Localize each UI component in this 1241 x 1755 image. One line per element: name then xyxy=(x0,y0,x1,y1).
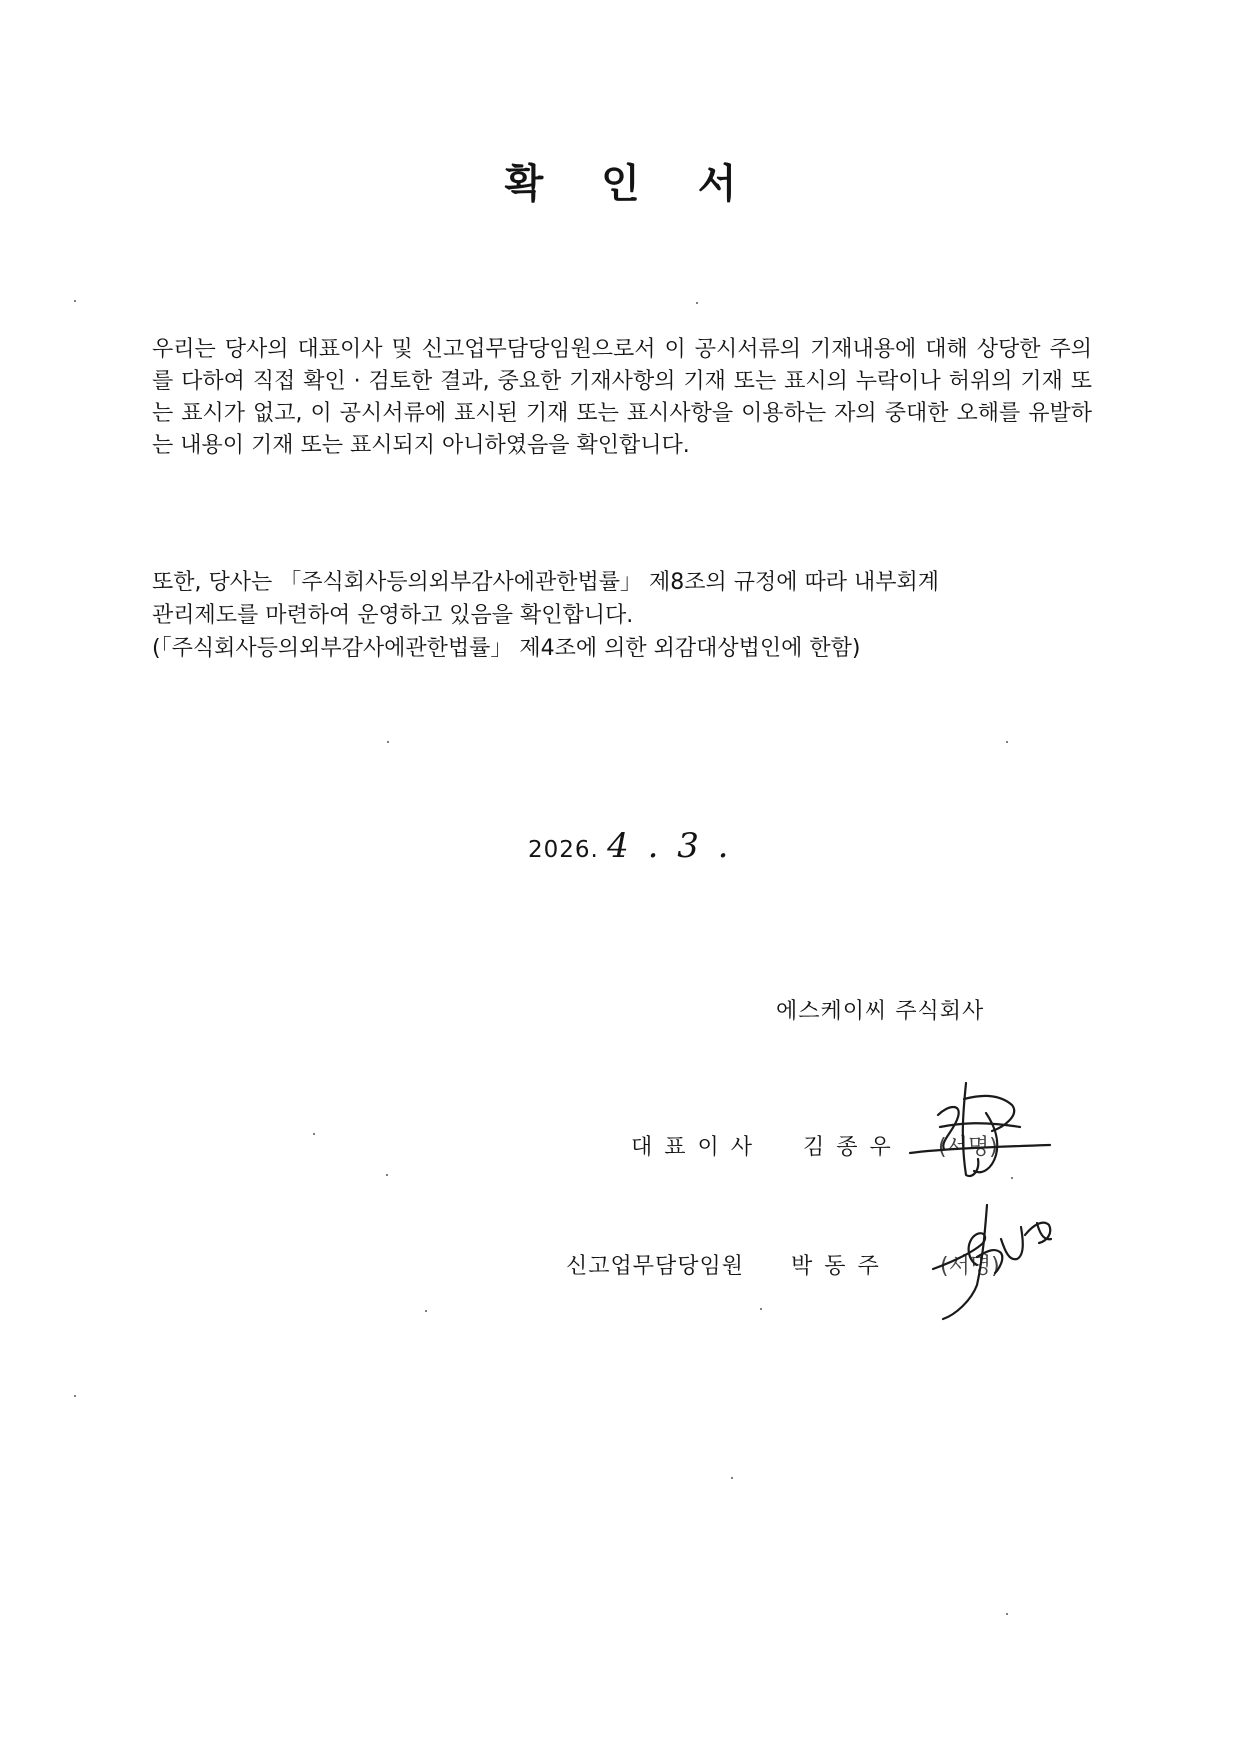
confirmation-paragraph: 우리는 당사의 대표이사 및 신고업무담당임원으로서 이 공시서류의 기재내용에 대해 상당한 주의를 다하여 직접 확인 · 검토한 결과, 중요한 기재사항의 기재 또는 표시의 누락이나 허위의 기재 또는 표시가 없고, 이 공시서류에 표시된 기재 또는 표시사항을 이용하는 자의 중대한 오해를 유발하는 내용이 기재 또는 표시되지 아니하였음을 확인합니다. xyxy=(152,337,1092,458)
signatory-name-disclosure-officer: 박동주 xyxy=(791,1254,891,1279)
document-date xyxy=(528,826,732,866)
scan-speck xyxy=(1011,1177,1013,1179)
document-title: 확 인 서 xyxy=(504,161,759,207)
date-handwritten: 4 . 3 . xyxy=(607,826,733,866)
scan-speck xyxy=(1006,1613,1008,1615)
scan-speck xyxy=(731,1477,733,1479)
scan-speck xyxy=(74,1395,76,1397)
date-printed: 2026. xyxy=(528,837,599,863)
signatory-role-ceo: 대표이사 xyxy=(631,1135,765,1160)
signature-mark-label-ceo: (서명) xyxy=(938,1135,998,1160)
signatory-role-disclosure-officer: 신고업무담당임원 xyxy=(566,1254,745,1279)
internal-control-line-2: 관리제도를 마련하여 운영하고 있음을 확인합니다. xyxy=(152,603,634,628)
company-name: 에스케이씨 주식회사 xyxy=(776,999,985,1024)
scan-speck xyxy=(74,300,76,302)
signature-ceo xyxy=(900,1075,1060,1185)
scan-speck xyxy=(425,1310,427,1312)
signatory-name-ceo: 김종우 xyxy=(803,1135,903,1160)
scan-speck xyxy=(313,1133,315,1135)
scan-speck xyxy=(1006,741,1008,743)
scan-speck xyxy=(760,1308,762,1310)
scan-speck xyxy=(386,1174,388,1176)
signature-mark-label-disclosure-officer: (서명) xyxy=(940,1254,1000,1279)
internal-control-note: (「주식회사등의외부감사에관한법률」 제4조에 의한 외감대상법인에 한함) xyxy=(152,636,861,661)
internal-control-line-1: 또한, 당사는 「주식회사등의외부감사에관한법률」 제8조의 규정에 따라 내부회계 xyxy=(152,570,940,595)
scan-speck xyxy=(387,741,389,743)
signature-disclosure-officer xyxy=(925,1195,1065,1325)
scan-speck xyxy=(696,302,698,304)
internal-control-paragraph xyxy=(152,566,1092,665)
